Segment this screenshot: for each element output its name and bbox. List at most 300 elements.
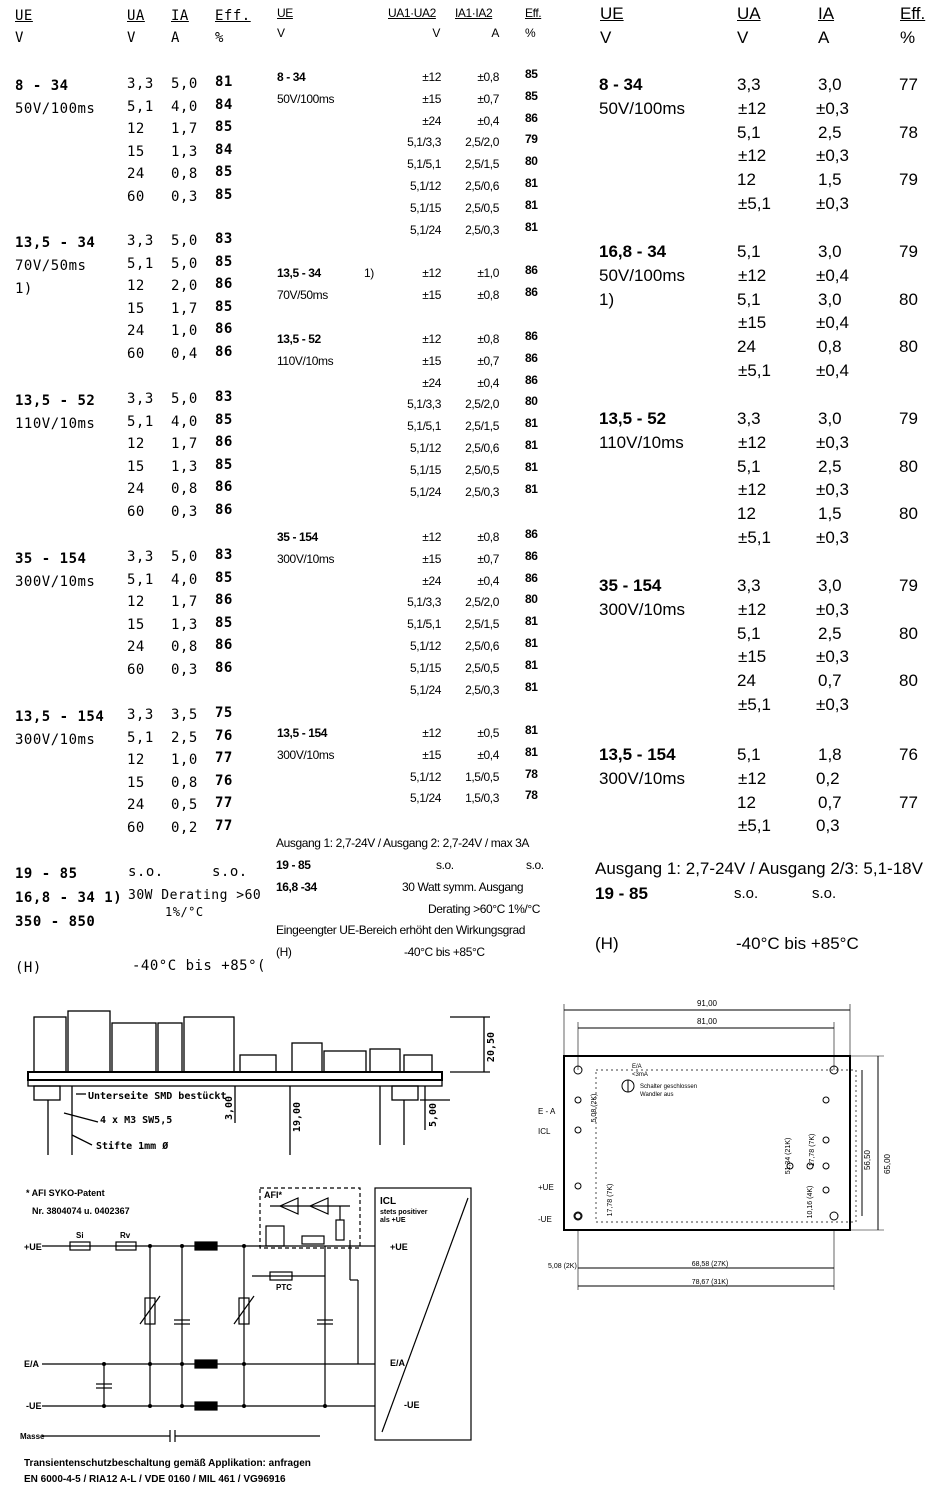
c3-ua: ±12 (738, 265, 767, 285)
c1-ia: 0,3 (171, 661, 198, 678)
c3-ua: 3,3 (737, 576, 761, 595)
c1-ua: 5,1 (127, 571, 154, 588)
c2-eff: 81 (525, 197, 538, 212)
c3-eff: 79 (899, 409, 918, 428)
c1-ia: 0,5 (171, 797, 198, 813)
c3-ua: 3,3 (737, 409, 761, 428)
c2-eff: 78 (525, 788, 538, 803)
c1-ia: 2,5 (171, 729, 198, 746)
c1-eff: 85 (215, 456, 233, 473)
c3-header-unit: V (600, 28, 612, 47)
circuit-schematic (20, 1180, 480, 1490)
c3-ia: ±0,3 (816, 146, 849, 166)
c2-ia: ±0,7 (477, 353, 499, 368)
c1-eff: 86 (215, 343, 233, 360)
c1-eff: 77 (215, 750, 233, 766)
c1-ua: 60 (127, 503, 145, 520)
c1-header-top: UA (127, 8, 145, 24)
c2-ua: 5,1/3,3 (407, 595, 441, 610)
c3-ua: ±12 (738, 599, 767, 619)
c1-eff: 86 (215, 592, 233, 608)
c2-ia: 2,5/0,3 (465, 484, 499, 499)
c3-footer-so-a: s.o. (734, 885, 759, 902)
c2-ua: 5,1/12 (410, 179, 441, 193)
c1-ia: 1,7 (171, 121, 198, 137)
dim-small: 5,00 (428, 1102, 439, 1128)
dim-inner-height: 56,50 (863, 1149, 872, 1171)
c1-ia: 0,4 (171, 345, 198, 362)
c3-ua: 3,3 (737, 75, 761, 94)
c3-eff: 80 (899, 456, 918, 476)
c1-ua: 12 (127, 594, 145, 610)
note-standards: EN 6000-4-5 / RIA12 A-L / VDE 0160 / MIL 461 / VG96916 (24, 1474, 286, 1485)
c1-footer-h: (H) (15, 960, 42, 976)
c2-eff: 78 (525, 766, 538, 781)
c3-header-top: UA (737, 4, 761, 23)
c2-ua: 5,1/15 (410, 200, 441, 215)
dim-d1: 51,34 (21K) (785, 1137, 792, 1175)
c2-header-unit: V (432, 26, 440, 40)
c2-header-unit: A (491, 26, 499, 40)
c2-ia: ±0,7 (477, 91, 499, 106)
c2-ia: 2,5/0,6 (465, 441, 499, 455)
c2-ua: ±15 (422, 747, 441, 762)
c1-ia: 3,5 (171, 707, 198, 723)
icl-sub1: stets positiver (380, 1209, 428, 1216)
pin-icl: ICL (538, 1127, 551, 1136)
c1-ua: 24 (127, 166, 145, 182)
c2-group-label: 13,5 - 52 (277, 332, 321, 346)
c2-group-label: 8 - 34 (277, 70, 306, 84)
c1-eff: 86 (215, 276, 233, 292)
c1-ia: 0,8 (171, 774, 198, 791)
c1-group-label: 1) (15, 281, 33, 297)
c3-ua: 5,1 (737, 122, 761, 142)
note-current: <3mA (632, 1072, 648, 1078)
c1-eff: 86 (215, 659, 233, 676)
c2-ia: ±0,8 (477, 530, 499, 544)
c2-eff: 86 (525, 284, 538, 299)
c3-ua: ±12 (738, 480, 767, 500)
c1-eff: 85 (215, 614, 233, 631)
c3-ua: 24 (737, 671, 756, 691)
c1-ia: 5,0 (171, 233, 198, 249)
c1-ua: 24 (127, 797, 145, 813)
dim-total-height: 65,00 (883, 1153, 892, 1175)
c2-eff: 81 (525, 657, 538, 672)
c1-eff: 83 (215, 547, 233, 563)
c3-ia: ±0,3 (816, 599, 849, 619)
c1-footer-ue1: 19 - 85 (15, 866, 78, 882)
c1-ua: 12 (127, 436, 145, 452)
c2-group-label: 13,5 - 34 (277, 266, 321, 280)
c1-ua: 15 (127, 143, 145, 160)
c2-ua: 5,1/12 (410, 769, 441, 784)
c1-eff: 77 (215, 795, 233, 811)
c2-ua: 5,1/3,3 (407, 397, 441, 412)
c2-eff: 86 (525, 372, 538, 387)
c3-ia: ±0,3 (816, 432, 849, 452)
c3-group-label: 50V/100ms (599, 99, 685, 118)
c3-eff: 79 (899, 576, 918, 595)
c3-ua: 24 (737, 337, 756, 357)
rv-label: Rv (120, 1231, 131, 1240)
c3-footer-temp: -40°C bis +85°C (736, 934, 859, 953)
pin-minus-ue: -UE (538, 1215, 552, 1224)
c1-ua: 5,1 (127, 729, 154, 746)
c3-ia: ±0,3 (816, 695, 849, 714)
c1-ia: 1,3 (171, 616, 198, 633)
c2-ia: 2,5/2,0 (465, 397, 499, 412)
c1-ua: 12 (127, 121, 145, 137)
c1-footer-temp: -40°C bis +85°( (132, 958, 266, 974)
c1-footer-derating: 30W Derating >60 (128, 888, 262, 903)
c3-ua: 5,1 (737, 456, 761, 476)
c2-footer-h: (H) (276, 945, 292, 959)
c1-ia: 1,0 (171, 323, 198, 339)
c3-group-label: 110V/10ms (599, 433, 684, 452)
c1-ia: 4,0 (171, 571, 198, 588)
c3-ia: 3,0 (818, 409, 842, 428)
c2-ua: 5,1/12 (410, 639, 441, 653)
c1-header-unit: V (127, 30, 136, 46)
c2-eff: 79 (525, 132, 538, 147)
c2-ua: 5,1/5,1 (407, 157, 441, 172)
c1-eff: 86 (215, 479, 233, 495)
c2-group-note: 1) (364, 266, 374, 280)
c1-header-top: UE (15, 8, 33, 24)
c1-header-top: IA (171, 8, 189, 24)
c3-ia: 0,7 (818, 792, 842, 812)
c1-ua: 3,3 (127, 549, 154, 565)
dim-d6: 5,08 (2K) (591, 1093, 598, 1123)
c1-ia: 0,8 (171, 166, 198, 182)
c1-ua: 15 (127, 774, 145, 791)
c3-ia: 1,8 (818, 745, 842, 764)
c2-ia: 2,5/0,5 (465, 660, 499, 675)
in-plus-ue: +UE (24, 1242, 42, 1252)
c2-footer-line5: Eingeengter UE-Bereich erhöht den Wirkungsgrad (276, 923, 526, 937)
c2-ia: ±1,0 (477, 266, 499, 280)
dim-length: 19,00 (292, 1101, 303, 1133)
c1-group-label: 8 - 34 (15, 78, 69, 94)
c1-eff: 84 (215, 141, 233, 158)
c3-eff: 78 (899, 122, 918, 142)
afi-label: AFI* (264, 1190, 282, 1200)
c1-ua: 15 (127, 616, 145, 633)
c3-ia: 2,5 (818, 623, 842, 643)
c3-eff: 77 (899, 792, 918, 812)
c3-eff: 79 (899, 242, 918, 261)
c1-ia: 5,0 (171, 255, 198, 272)
side-view-drawing (20, 1005, 520, 1165)
c1-ua: 3,3 (127, 76, 154, 92)
c2-header-top: Eff. (525, 6, 542, 20)
note-transient: Transientenschutzbeschaltung gemäß Applikation: anfragen (24, 1458, 311, 1469)
note-switch1: Schalter geschlossen (640, 1084, 698, 1090)
c1-footer-derating2: 1%/°C (165, 905, 204, 919)
c1-eff: 81 (215, 74, 233, 90)
c1-eff: 75 (215, 705, 233, 721)
c3-ia: 3,0 (818, 75, 842, 94)
dim-d7: 68,58 (27K) (691, 1261, 729, 1268)
c1-group-label: 50V/100ms (15, 101, 96, 117)
c1-ia: 5,0 (171, 391, 198, 407)
c3-group-label: 300V/10ms (599, 600, 685, 619)
c2-group-label: 110V/10ms (277, 354, 334, 368)
c1-eff: 85 (215, 164, 233, 180)
c3-ua: ±15 (738, 647, 767, 667)
c1-eff: 85 (215, 119, 233, 135)
c2-ua: 5,1/24 (410, 682, 441, 697)
c2-group-label: 300V/10ms (277, 552, 335, 566)
c1-ia: 1,7 (171, 300, 198, 317)
dim-hole-width: 81,00 (696, 1017, 718, 1026)
c2-ia: 2,5/0,6 (465, 179, 499, 193)
c3-header-unit: % (900, 28, 916, 47)
c3-ua: ±12 (738, 146, 767, 166)
c3-ua: ±5,1 (738, 361, 771, 380)
c2-eff: 80 (525, 394, 538, 409)
c3-ua: ±12 (738, 432, 767, 452)
c2-footer-ue2: 19 - 85 (276, 858, 311, 872)
c1-ua: 5,1 (127, 98, 154, 115)
dim-height: 20,50 (486, 1031, 497, 1063)
out-ea: E/A (390, 1358, 406, 1368)
c1-ua: 3,3 (127, 707, 154, 723)
c1-ia: 5,0 (171, 76, 198, 92)
c2-ua: ±24 (422, 113, 441, 128)
c2-eff: 86 (525, 329, 538, 343)
c1-ia: 0,3 (171, 188, 198, 205)
c3-eff: 80 (899, 289, 918, 309)
c3-ua: ±12 (738, 98, 767, 118)
c1-ia: 1,3 (171, 458, 198, 475)
c3-ia: ±0,3 (816, 194, 849, 213)
in-minus-ue: -UE (26, 1401, 42, 1411)
fuse-label: Si (76, 1231, 84, 1240)
c3-footer-so-b: s.o. (812, 885, 837, 902)
c2-ua: 5,1/5,1 (407, 419, 441, 434)
c1-eff: 85 (215, 186, 233, 203)
c2-ua: 5,1/3,3 (407, 135, 441, 150)
c1-header-unit: % (215, 30, 224, 46)
c1-group-label: 35 - 154 (15, 551, 87, 567)
c2-ia: 1,5/0,5 (465, 769, 499, 784)
c2-footer-derating: Derating >60°C 1%/°C (428, 902, 540, 916)
label-pins: Stifte 1mm Ø (96, 1141, 169, 1152)
c3-eff: 76 (899, 745, 918, 764)
c1-group-label: 13,5 - 154 (15, 709, 105, 725)
c1-ia: 4,0 (171, 413, 198, 430)
c2-ua: ±12 (422, 726, 441, 740)
c1-ia: 4,0 (171, 98, 198, 115)
c2-footer-so-a: s.o. (436, 858, 454, 872)
c2-group-label: 13,5 - 154 (277, 726, 328, 740)
c2-eff: 81 (525, 219, 538, 234)
c2-header-top: UE (277, 6, 293, 20)
label-smd: Unterseite SMD bestückt (88, 1091, 227, 1102)
c2-group-label: 70V/50ms (277, 288, 328, 302)
c2-ia: ±0,7 (477, 551, 499, 566)
c1-ia: 5,0 (171, 549, 198, 565)
c2-eff: 86 (525, 263, 538, 277)
c1-group-label: 110V/10ms (15, 416, 96, 432)
c3-header-top: UE (600, 4, 624, 23)
c3-header-unit: V (737, 28, 749, 47)
c2-group-label: 35 - 154 (277, 530, 318, 544)
c3-ia: ±0,3 (816, 98, 849, 118)
c2-ia: ±0,8 (477, 70, 499, 84)
c2-eff: 86 (525, 548, 538, 563)
c2-ua: 5,1/5,1 (407, 617, 441, 632)
c3-ua: ±5,1 (738, 194, 771, 213)
c1-ua: 5,1 (127, 413, 154, 430)
c2-ia: 2,5/1,5 (465, 617, 499, 632)
c2-ua: ±15 (422, 551, 441, 566)
pin-ea: E - A (538, 1107, 556, 1116)
c2-ua: ±24 (422, 375, 441, 390)
c2-ua: 5,1/24 (410, 222, 441, 237)
c1-ia: 0,2 (171, 819, 198, 836)
c1-footer-ia1: s.o. (212, 864, 248, 880)
c2-eff: 80 (525, 154, 538, 169)
dim-d3: 10,16 (4K) (807, 1185, 814, 1219)
c2-ia: 2,5/2,0 (465, 135, 499, 150)
c2-eff: 81 (525, 416, 538, 431)
c2-ia: 1,5/0,3 (465, 791, 499, 806)
note-ea: E/A (632, 1064, 642, 1070)
c2-ia: 2,5/0,5 (465, 462, 499, 477)
c1-group-label: 13,5 - 52 (15, 393, 96, 409)
c2-ua: ±15 (422, 353, 441, 368)
in-ea: E/A (24, 1359, 40, 1369)
c2-eff: 81 (525, 438, 538, 452)
c3-ia: 3,0 (818, 289, 842, 309)
ptc-label: PTC (276, 1283, 292, 1292)
c1-ua: 15 (127, 300, 145, 317)
c2-eff: 81 (525, 481, 538, 496)
c2-footer-line1: Ausgang 1: 2,7-24V / Ausgang 2: 2,7-24V / max 3A (276, 836, 529, 850)
c1-eff: 85 (215, 298, 233, 315)
c2-ua: ±12 (422, 266, 441, 280)
c2-ua: ±12 (422, 530, 441, 544)
c1-eff: 86 (215, 434, 233, 450)
c3-header-top: IA (818, 4, 835, 23)
c2-ia: 2,5/0,3 (465, 222, 499, 237)
c3-ia: 0,7 (818, 671, 842, 691)
c1-ua: 5,1 (127, 255, 154, 272)
c1-ia: 1,7 (171, 594, 198, 610)
c2-ia: ±0,5 (477, 726, 499, 740)
c3-ia: 0,8 (818, 337, 842, 357)
c3-ia: 0,2 (816, 768, 840, 788)
c3-header-unit: A (818, 28, 830, 47)
c3-ia: 1,5 (818, 170, 842, 190)
c3-eff: 80 (899, 671, 918, 691)
c1-eff: 83 (215, 231, 233, 247)
c1-group-label: 300V/10ms (15, 574, 96, 590)
c2-ua: ±15 (422, 91, 441, 106)
c3-eff: 77 (899, 75, 918, 94)
c3-ia: ±0,4 (816, 313, 849, 333)
c3-ua: 5,1 (737, 623, 761, 643)
c1-ia: 0,8 (171, 639, 198, 655)
note-switch2: Wandler aus (640, 1092, 674, 1098)
c3-ua: 12 (737, 792, 756, 812)
c2-eff: 81 (525, 176, 538, 190)
dim-d5: 5,08 (2K) (548, 1263, 577, 1270)
c1-ua: 60 (127, 661, 145, 678)
c3-ia: 3,0 (818, 576, 842, 595)
c2-footer-temp: -40°C bis +85°C (404, 945, 485, 959)
c3-footer-line1: Ausgang 1: 2,7-24V / Ausgang 2/3: 5,1-18V (595, 859, 923, 878)
c1-eff: 84 (215, 96, 233, 113)
c1-group-label: 300V/10ms (15, 732, 96, 748)
c1-header-top: Eff. (215, 8, 251, 24)
c2-eff: 81 (525, 636, 538, 650)
dim-d2: 17,78 (7K) (809, 1133, 816, 1167)
c3-group-label: 50V/100ms (599, 266, 685, 285)
c2-ua: ±15 (422, 287, 441, 302)
dim-d4: 17,78 (7K) (607, 1183, 614, 1217)
c3-group-label: 8 - 34 (599, 75, 643, 94)
c1-ia: 1,7 (171, 436, 198, 452)
c3-group-label: 13,5 - 154 (599, 745, 676, 764)
c2-ua: 5,1/12 (410, 441, 441, 455)
c2-eff: 85 (525, 67, 538, 81)
c3-ia: ±0,4 (816, 361, 849, 380)
c2-ua: ±24 (422, 573, 441, 588)
c1-ua: 3,3 (127, 391, 154, 407)
c1-ua: 24 (127, 323, 145, 339)
c1-eff: 85 (215, 569, 233, 586)
c1-ua: 12 (127, 752, 145, 768)
c2-eff: 86 (525, 527, 538, 541)
c3-ia: 2,5 (818, 122, 842, 142)
c3-ia: 1,5 (818, 504, 842, 524)
c2-header-unit: V (277, 26, 285, 40)
dim-d8: 78,67 (31K) (691, 1279, 729, 1286)
c2-footer-so-b: s.o. (526, 858, 544, 872)
c2-ua: 5,1/15 (410, 660, 441, 675)
c1-eff: 85 (215, 411, 233, 428)
c2-ia: 2,5/1,5 (465, 157, 499, 172)
c3-ia: 2,5 (818, 456, 842, 476)
patent-line2: Nr. 3804074 u. 0402367 (32, 1206, 130, 1216)
c1-footer-ue2: 16,8 - 34 1) (15, 890, 123, 906)
c1-ua: 12 (127, 278, 145, 294)
c1-ua: 3,3 (127, 233, 154, 249)
c1-eff: 86 (215, 501, 233, 518)
c1-ia: 1,0 (171, 752, 198, 768)
c3-group-label: 16,8 - 34 (599, 242, 667, 261)
c2-ia: ±0,4 (477, 747, 499, 762)
c3-footer-ue2: 19 - 85 (595, 884, 648, 903)
c1-ua: 24 (127, 481, 145, 497)
c2-eff: 81 (525, 459, 538, 474)
c2-ia: ±0,4 (477, 113, 499, 128)
icl-sub2: als +UE (380, 1217, 406, 1224)
pin-plus-ue: +UE (538, 1183, 554, 1192)
top-view-drawing (530, 990, 940, 1330)
c1-footer-ua1: s.o. (128, 864, 164, 880)
c1-eff: 86 (215, 637, 233, 653)
c3-group-label: 1) (599, 290, 615, 309)
c2-footer-symm: 30 Watt symm. Ausgang (402, 880, 524, 894)
c3-ua: 5,1 (737, 289, 761, 309)
c1-ua: 60 (127, 819, 145, 836)
